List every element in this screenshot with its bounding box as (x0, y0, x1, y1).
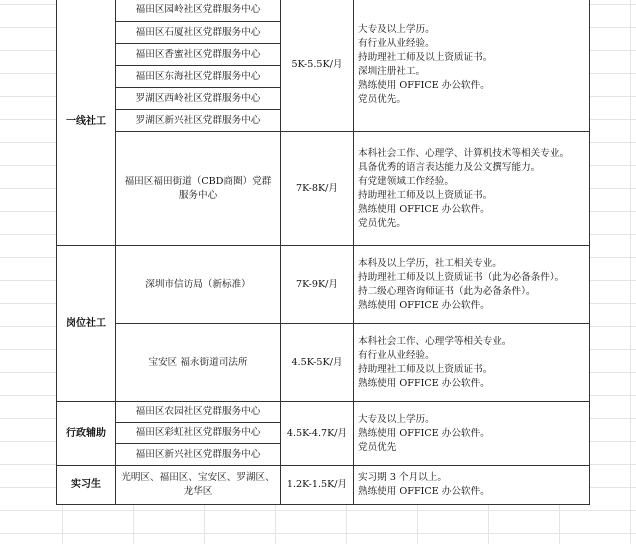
requirements-cell (354, 0, 590, 132)
salary-cell: 4.5K-4.7K/月 (281, 402, 354, 466)
requirement-line: 具备优秀的语言表达能力及公文撰写能力。 (358, 161, 541, 173)
requirement-line: 熟练使用 OFFICE 办公软件。 (358, 80, 490, 91)
requirement-line: 熟练使用 OFFICE 办公软件。 (358, 427, 490, 439)
salary-cell: 7K-9K/月 (281, 246, 354, 324)
requirement-line: 持助理社工师及以上资质证书（此为必备条件）。 (358, 271, 565, 283)
org-cell: 福田区彩虹社区党群服务中心 (116, 423, 281, 444)
org-cell: 福田区香蜜社区党群服务中心 (116, 44, 281, 66)
requirements-cell (354, 324, 590, 402)
requirement-line: 有行业从业经验。 (358, 38, 435, 49)
table-row (57, 324, 590, 402)
table-row (57, 132, 590, 246)
job-table (56, 0, 590, 505)
org-cell: 福田区农园社区党群服务中心 (116, 402, 281, 423)
salary-cell: 5K-5.5K/月 (281, 0, 354, 132)
table-row (57, 246, 590, 324)
requirement-line: 本科及以上学历，社工相关专业。 (358, 257, 502, 269)
org-cell: 福田区福田街道（CBD商圈）党群服务中心 (116, 132, 281, 246)
salary-cell: 4.5K-5K/月 (281, 324, 354, 402)
sheet-gridlines (0, 505, 636, 544)
requirement-line: 持助理社工师及以上资质证书。 (358, 189, 493, 201)
salary-cell: 7K-8K/月 (281, 132, 354, 246)
requirements-cell (354, 466, 590, 505)
requirement-line: 持助理社工师及以上资质证书。 (358, 52, 493, 63)
category-cell: 实习生 (57, 466, 116, 505)
requirement-line: 深圳注册社工。 (358, 66, 426, 77)
table-row (57, 466, 590, 505)
requirement-line: 党员优先 (358, 441, 397, 453)
org-cell: 罗湖区新兴社区党群服务中心 (116, 110, 281, 132)
requirements-cell (354, 246, 590, 324)
requirement-line: 大专及以上学历。 (358, 24, 435, 35)
requirement-line: 熟练使用 OFFICE 办公软件。 (358, 299, 490, 311)
requirement-line: 持助理社工师及以上资质证书。 (358, 363, 493, 375)
requirement-line: 大专及以上学历。 (358, 413, 435, 425)
org-cell: 罗湖区西岭社区党群服务中心 (116, 88, 281, 110)
requirement-line: 有行业从业经验。 (358, 349, 435, 361)
requirement-line: 党员优先。 (358, 217, 406, 229)
category-cell: 一线社工 (57, 0, 116, 246)
salary-cell: 1.2K-1.5K/月 (281, 466, 354, 505)
org-cell: 宝安区 福永街道司法所 (116, 324, 281, 402)
category-cell: 行政辅助 (57, 402, 116, 466)
org-cell: 福田区园岭社区党群服务中心 (116, 0, 281, 22)
table-row (57, 0, 590, 22)
category-cell: 岗位社工 (57, 246, 116, 402)
requirement-line: 持二级心理咨询师证书（此为必备条件）。 (358, 285, 536, 297)
requirements-cell (354, 402, 590, 466)
requirement-line: 党员优先。 (358, 94, 406, 105)
org-cell: 光明区、福田区、宝安区、罗湖区、龙华区 (116, 466, 281, 505)
org-cell: 福田区石厦社区党群服务中心 (116, 22, 281, 44)
org-cell: 福田区新兴社区党群服务中心 (116, 444, 281, 466)
requirements-cell (354, 132, 590, 246)
requirement-line: 有党建领域工作经验。 (358, 175, 454, 187)
table-row (57, 402, 590, 423)
requirement-line: 熟练使用 OFFICE 办公软件。 (358, 486, 490, 497)
requirement-line: 本科社会工作、心理学、计算机技术等相关专业。 (358, 147, 570, 159)
org-cell: 深圳市信访局（新标准） (116, 246, 281, 324)
requirement-line: 实习期 3 个月以上。 (358, 472, 447, 483)
org-cell: 福田区东海社区党群服务中心 (116, 66, 281, 88)
requirement-line: 熟练使用 OFFICE 办公软件。 (358, 203, 490, 215)
requirement-line: 熟练使用 OFFICE 办公软件。 (358, 377, 490, 389)
requirement-line: 本科社会工作、心理学等相关专业。 (358, 335, 512, 347)
